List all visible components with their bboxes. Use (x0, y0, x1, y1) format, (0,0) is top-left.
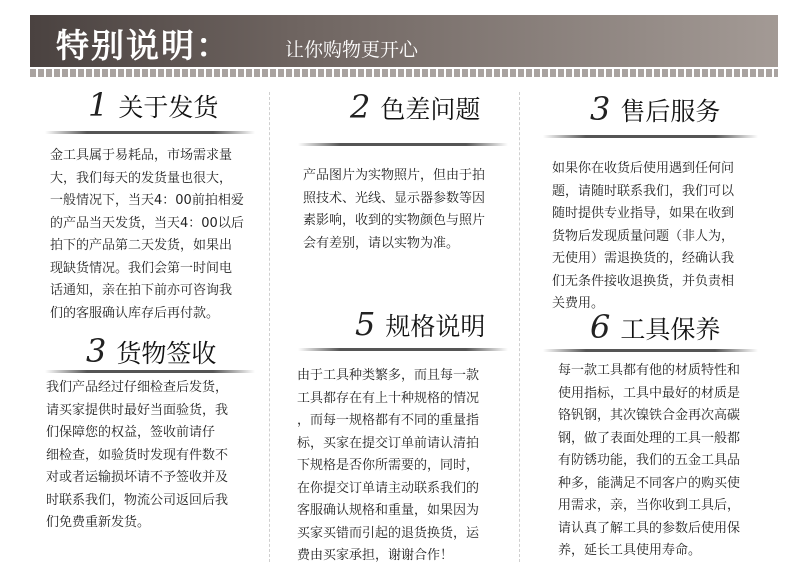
body-line: 请认真了解工具的参数后使用保 (558, 520, 741, 536)
body-line: 拍下的产品第二天发货，如果出 (50, 238, 233, 253)
section-body-tool-care (558, 360, 740, 563)
body-line: 无使用）需退换货的，经确认我 (552, 251, 735, 266)
section-underline (45, 370, 255, 373)
section-heading-specifications (355, 305, 485, 343)
section-body-color-difference (303, 165, 485, 255)
section-body-receipt (46, 377, 228, 535)
body-line: 一般情况下，当天4：00前拍相爱 (50, 193, 244, 208)
body-line: 们的客服确认库存后再付款。 (50, 305, 220, 321)
body-line: 买家买错而引起的退货换货，运 (297, 525, 480, 541)
section-title: 规格说明 (385, 312, 486, 341)
section-number: 3 (590, 90, 611, 128)
body-line: 如果你在收货后使用遇到任何问 (552, 161, 735, 176)
body-line: 钢，做了表面处理的工具一般都 (558, 430, 741, 446)
body-line: 客服确认规格和重量，如果因为 (297, 503, 480, 518)
section-number: 1 (88, 86, 109, 124)
body-line: 产品图片为实物照片，但由于拍 (303, 168, 486, 183)
body-line: 种多，能满足不同客户的购买使 (558, 475, 741, 491)
body-line: 们保障您的权益，签收前请仔 (46, 425, 216, 440)
body-line: 使用指标，工具中最好的材质是 (558, 385, 741, 401)
section-underline (543, 135, 758, 138)
body-line: 关费用。 (552, 296, 605, 311)
body-line: 时联系我们，物流公司返回后我 (46, 492, 229, 508)
body-line: 养，延长工具使用寿命。 (558, 543, 702, 558)
banner-title: 特别说明： (56, 26, 231, 65)
body-line: 标，买家在提交订单前请认清拍 (297, 435, 480, 451)
body-line: 每一款工具都有他的材质特性和 (558, 363, 741, 378)
body-line: 题，请随时联系我们，我们可以 (552, 183, 735, 199)
body-line: 费由买家承担，谢谢合作！ (297, 548, 454, 563)
body-line: 货物后发现质量问题（非人为， (552, 228, 735, 244)
body-line: 会有差别，请以实物为准。 (303, 235, 460, 251)
body-line: 随时提供专业指导，如果在收到 (552, 206, 735, 221)
column-divider (269, 92, 270, 562)
body-line: ，而每一规格都有不同的重量指 (297, 413, 480, 428)
section-heading-receipt (86, 332, 216, 370)
body-line: 的产品当天发货，当天4：00以后 (50, 215, 244, 231)
banner-subtitle: 让你购物更开心 (285, 39, 419, 61)
body-line: 下规格是否你所需要的，同时， (297, 458, 480, 473)
section-heading-shipping (88, 86, 218, 124)
section-title: 货物签收 (116, 339, 217, 368)
body-line: 细检查，如验货时发现有件数不 (46, 447, 229, 463)
section-body-after-sales (552, 158, 734, 316)
decorative-stripe (30, 69, 778, 77)
section-number: 3 (86, 332, 107, 370)
section-body-shipping (50, 145, 244, 325)
section-number: 5 (355, 305, 376, 343)
body-line: 们免费重新发货。 (46, 515, 151, 530)
section-title: 关于发货 (118, 93, 219, 122)
section-heading-tool-care (590, 308, 720, 346)
body-line: 铬钒钢，其次镍铁合金再次高碳 (558, 408, 741, 423)
section-heading-after-sales (590, 90, 720, 128)
body-line: 大，我们每天的发货量也很大， (50, 170, 233, 186)
section-body-specifications (297, 365, 479, 568)
body-line: 金工具属于易耗品，市场需求量 (50, 148, 233, 163)
section-title: 售后服务 (620, 97, 721, 126)
body-line: 们无条件接收退换货，并负责相 (552, 273, 735, 289)
body-line: 请买家提供时最好当面验货，我 (46, 402, 229, 418)
section-title: 色差问题 (380, 95, 481, 124)
body-line: 现缺货情况。我们会第一时间电 (50, 260, 233, 276)
body-line: 在你提交订单请主动联系我们的 (297, 480, 480, 496)
body-line: 话通知，亲在拍下前亦可咨询我 (50, 283, 233, 298)
section-underline (543, 349, 758, 352)
section-underline (298, 143, 508, 146)
section-number: 2 (350, 88, 371, 126)
section-title: 工具保养 (620, 315, 721, 344)
section-underline (298, 348, 508, 351)
header-banner (30, 15, 778, 67)
body-line: 我们产品经过仔细检查后发货， (46, 380, 229, 395)
body-line: 素影响，收到的实物颜色与照片 (303, 213, 486, 228)
body-line: 对或者运输损坏请不予签收并及 (46, 470, 229, 485)
section-number: 6 (590, 308, 611, 346)
body-line: 由于工具种类繁多，而且每一款 (297, 368, 480, 383)
column-divider (519, 92, 520, 562)
body-line: 有防锈功能，我们的五金工具品 (558, 453, 741, 468)
section-underline (45, 131, 255, 134)
body-line: 用需求，亲，当你收到工具后， (558, 498, 741, 513)
section-heading-color-difference (350, 88, 480, 126)
body-line: 工具都存在有上十种规格的情况 (297, 390, 480, 406)
body-line: 照技术、光线、显示器参数等因 (303, 190, 486, 206)
